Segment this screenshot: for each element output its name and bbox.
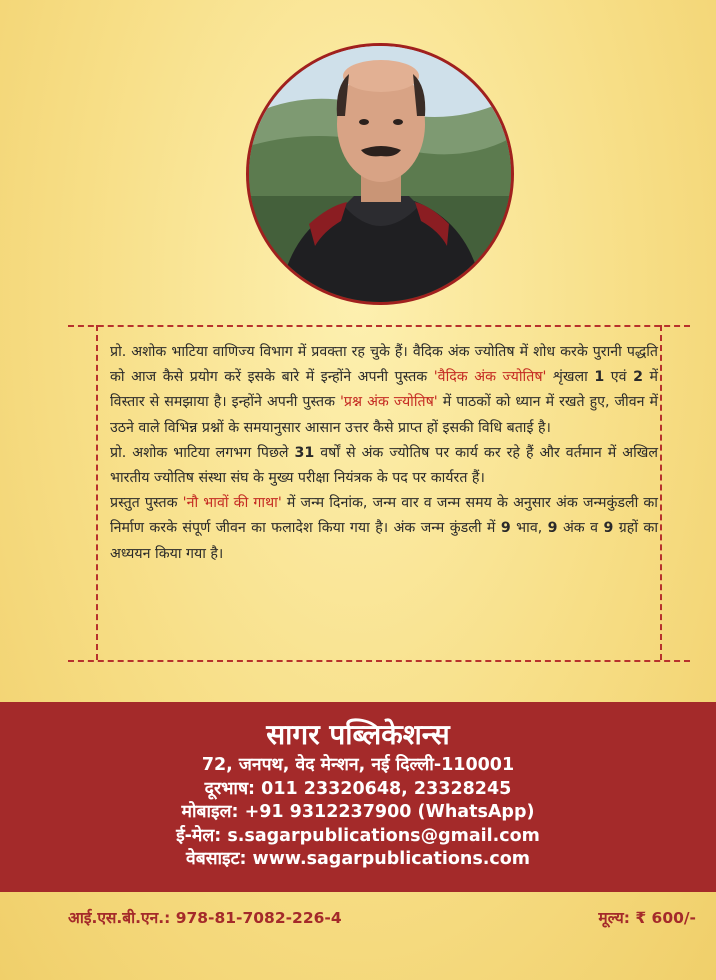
right-dashed-border: [660, 325, 662, 660]
author-bio-box: [68, 322, 690, 664]
isbn-number: आई.एस.बी.एन.: 978-81-7082-226-4: [68, 909, 342, 927]
publisher-address: 72, जनपथ, वेद मेन्शन, नई दिल्ली-110001: [201, 755, 515, 775]
bio-paragraph-2: प्रो. अशोक भाटिया लगभग पिछले 31 वर्षों से अंक ज्योतिष पर कार्य कर रहे हैं और वर्तमान में अखिल भारतीय ज्योतिष संस्था संघ के मुख्य परीक्षा नियंत्रक के पद पर कार्यरत हैं।: [110, 444, 658, 487]
author-photo-illustration: [249, 46, 511, 302]
bio-paragraph-3: प्रस्तुत पुस्तक 'नौ भावों की गाथा' में जन्म दिनांक, जन्म वार व जन्म समय के अनुसार अंक जन्मकुंडली का निर्माण करके संपूर्ण जीवन का फलादेश किया गया है। अंक जन्म कुंडली में 9 भाव, 9 अंक व 9 ग्रहों का अध्ययन किया गया है।: [110, 495, 658, 562]
left-dashed-border: [96, 325, 98, 660]
publisher-phone: दूरभाष: 011 23320648, 23328245: [204, 778, 512, 799]
author-photo: [249, 46, 511, 302]
publisher-website: वेबसाइट: www.sagarpublications.com: [185, 849, 531, 869]
book-price: मूल्य: ₹ 600/-: [598, 909, 696, 927]
bottom-dashed-border: [68, 660, 690, 662]
author-photo-frame: [246, 43, 514, 305]
bio-paragraph-1: प्रो. अशोक भाटिया वाणिज्य विभाग में प्रवक्ता रह चुके हैं। वैदिक अंक ज्योतिष में शोध करके पुरानी पद्धति को आज कैसे प्रयोग करें इसके बारे में इन्होंने अपनी पुस्तक 'वैदिक अंक ज्योतिष' शृंखला 1 एवं 2 में विस्तार से समझाया है। इन्होंने अपनी पुस्तक 'प्रश्न अंक ज्योतिष' में पाठकों को ध्यान में रखते हुए, जीवन में उठने वाले विभिन्न प्रश्नों के समयानुसार आसान उत्तर कैसे प्राप्त हों इसकी विधि बताई है।: [110, 344, 659, 436]
book-title-nau-bhavon: 'नौ भावों की गाथा': [182, 495, 282, 512]
publisher-band: [0, 702, 716, 892]
publisher-name: सागर पब्लिकेशन्स: [266, 718, 450, 751]
top-dashed-border: [68, 325, 690, 327]
publisher-email: ई-मेल: s.sagarpublications@gmail.com: [176, 825, 540, 846]
footer: [0, 892, 716, 980]
book-title-vedic: 'वैदिक अंक ज्योतिष': [433, 369, 547, 386]
author-bio-text: [110, 340, 658, 567]
publisher-mobile: मोबाइल: +91 9312237900 (WhatsApp): [181, 802, 535, 822]
book-title-prashna: 'प्रश्न अंक ज्योतिष': [340, 394, 438, 411]
